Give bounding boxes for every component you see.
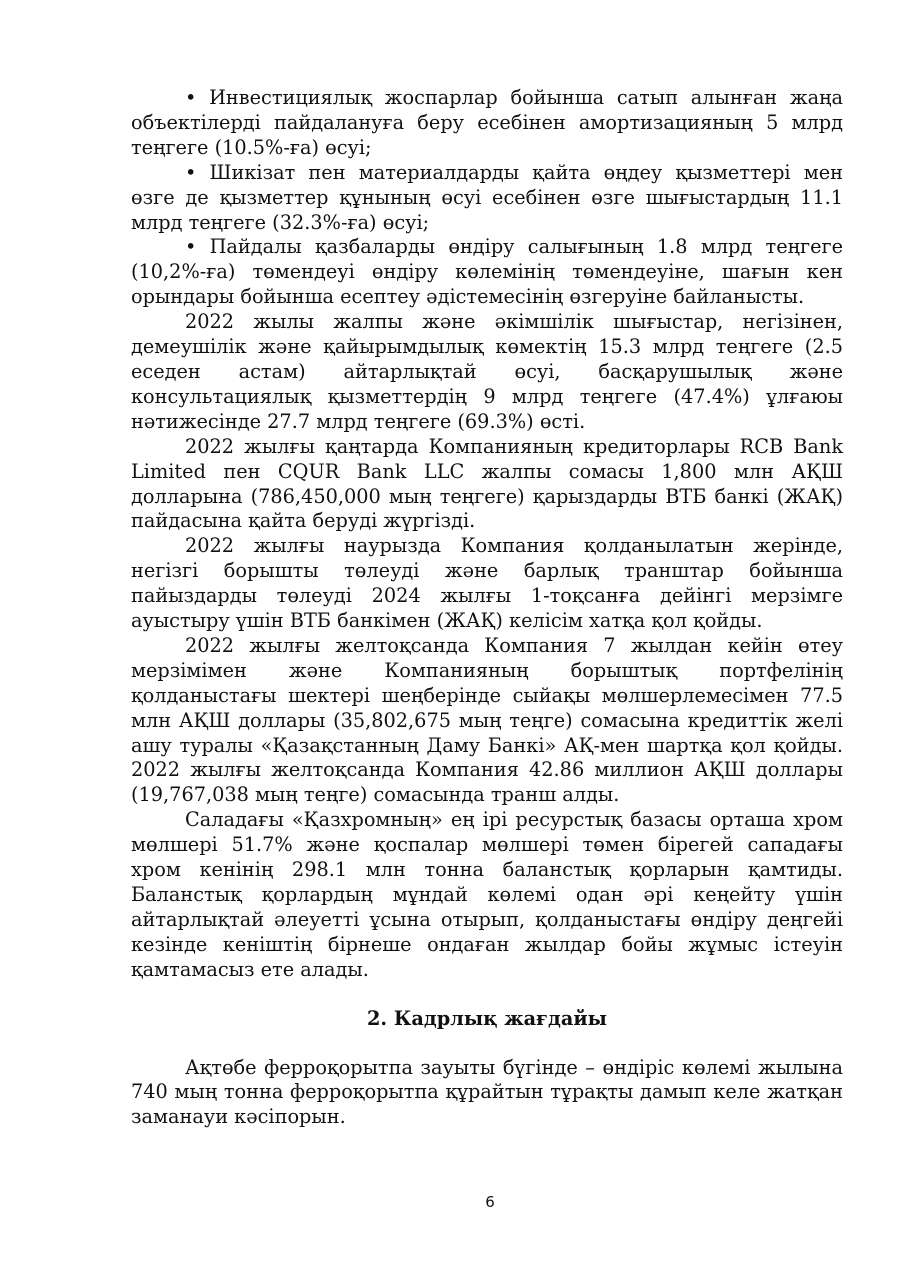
bullet-paragraph-other-expenses: • Шикізат пен материалдарды қайта өңдеу қызметтері мен өзге де қызметтер құнының өсуі есебінен өзге шығыстардың 11.1 млрд теңгеге (32.3%-ға) өсуі; <box>131 160 843 234</box>
section-heading: 2. Кадрлық жағдайы <box>367 1006 607 1030</box>
page-number: 6 <box>485 1193 495 1211</box>
document-page <box>131 86 843 1130</box>
paragraph-plant-overview: Ақтөбе ферроқорытпа зауыты бүгінде – өндіріс көлемі жылына 740 мың тонна ферроқорытпа құрайтын тұрақты дамып келе жатқан заманауи кәсіпорын. <box>131 1055 843 1129</box>
paragraph-credit-line: 2022 жылғы желтоқсанда Компания 7 жылдан кейін өтеу мерзімімен және Компанияның борыштық портфелінің қолданыстағы шектері шеңберінде сыйақы мөлшерлемесімен 77.5 млн АҚШ доллары (35,802,675 мың теңге) сомасына кредиттік желі ашу туралы «Қазақстанның Даму Банкі» АҚ-мен шартқа қол қойды. 2022 жылғы желтоқсанда Компания 42.86 миллион АҚШ доллары (19,767,038 мың теңге) сомасында транш алды. <box>131 633 843 807</box>
bullet-paragraph-depreciation: • Инвестициялық жоспарлар бойынша сатып алынған жаңа объектілерді пайдалануға беру есебінен амортизацияның 5 млрд теңгеге (10.5%-ға) өсуі; <box>131 86 843 159</box>
paragraph-resource-base: Саладағы «Қазхромның» ең ірі ресурстық базасы орташа хром мөлшері 51.7% және қоспалар мөлшері төмен бірегей сападағы хром кенінің 298.1 млн тонна баланстық қорларын қамтиды. Баланстық қорлардың мұндай көлемі одан әрі кеңейту үшін айтарлықтай әлеуетті ұсына отырып, қолданыстағы өндіру деңгейі кезінде кеніштің бірнеше ондаған жылдар бойы жұмыс істеуін қамтамасыз ете алады. <box>131 808 843 981</box>
bullet-paragraph-mineral-tax: • Пайдалы қазбаларды өндіру салығының 1.8 млрд теңгеге (10,2%-ға) төмендеуі өндіру көлемінің төмендеуіне, шағын кен орындары бойынша есептеу әдістемесінің өзгеруіне байланысты. <box>131 235 843 309</box>
paragraph-admin-expenses: 2022 жылы жалпы және әкімшілік шығыстар, негізінен, демеушілік және қайырымдылық көмектің 15.3 млрд теңгеге (2.5 еседен астам) айтарлықтай өсуі, басқарушылық және консультациялық қызметтердің 9 млрд теңгеге (47.4%) ұлғаюы нәтижесінде 27.7 млрд теңгеге (69.3%) өсті. <box>131 310 843 433</box>
paragraph-creditors: 2022 жылғы қаңтарда Компанияның кредиторлары RCB Bank Limited пен CQUR Bank LLC жалпы сомасы 1,800 млн АҚШ долларына (786,450,000 мың теңгеге) қарыздарды ВТБ банкі (ЖАҚ) пайдасына қайта беруді жүргізді. <box>131 434 843 533</box>
paragraph-vtb-agreement: 2022 жылғы наурызда Компания қолданылатын жерінде, негізгі борышты төлеуді және барлық транштар бойынша пайыздарды төлеуді 2024 жылғы 1-тоқсанға дейінгі мерзімге ауыстыру үшін ВТБ банкімен (ЖАҚ) келісім хатқа қол қойды. <box>131 534 843 633</box>
